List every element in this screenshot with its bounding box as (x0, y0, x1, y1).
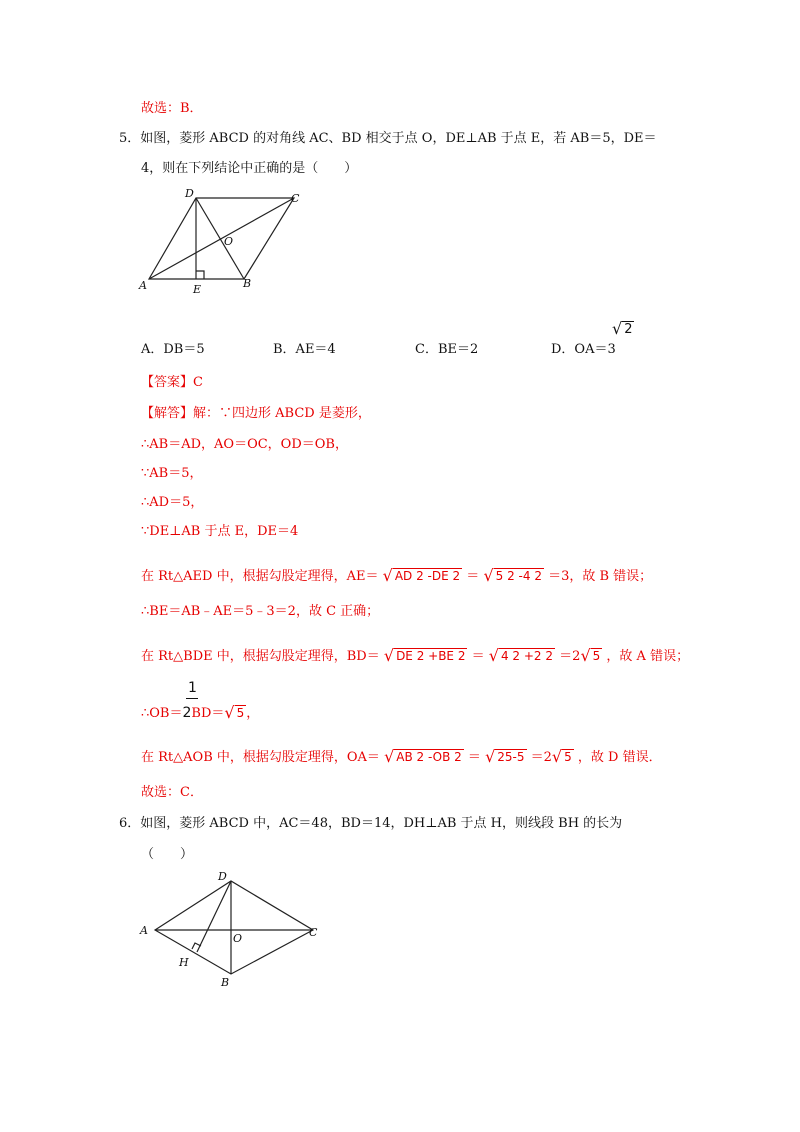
q6-label-h: H (179, 956, 189, 969)
q6-label-b: B (221, 976, 230, 989)
q5-solution-line9: ∴OB＝2BD＝√ 5 ， (141, 703, 260, 722)
q5-label-b: B (243, 277, 252, 290)
q5-option-c: C．BE＝2 (415, 342, 479, 357)
q5-solution-line3: ∵AB＝5， (141, 466, 203, 481)
q5-option-d-sqrt: √ 2 (612, 319, 633, 338)
q6-stem-line2: （ ） (141, 847, 194, 862)
q5-label-c: C (291, 192, 300, 205)
q6-label-c: C (309, 926, 318, 939)
solution-tag: 【解答】 (141, 406, 194, 421)
q6-label-o: O (233, 932, 243, 945)
sqrt-4-2: √ 4 2 +2 2 (488, 646, 554, 665)
q5-stem-line2: 4，则在下列结论中正确的是（ ） (141, 161, 358, 176)
previous-answer: 故选：B． (141, 101, 203, 116)
q5-solution-line8: 在 Rt△BDE 中，根据勾股定理得，BD＝ √ DE 2 +BE 2 ＝ √ 4 2 +2 2 ＝2√ 5 ，故 A 错误； (141, 646, 690, 665)
frac-numerator: 1 (188, 680, 197, 696)
q5-option-d: D．OA＝3 (551, 342, 616, 357)
q5-label-d: D (185, 187, 194, 200)
q5-label-o: O (224, 235, 234, 248)
q5-solution-line1: 【解答】解：∵四边形 ABCD 是菱形， (141, 406, 371, 421)
sqrt-ad-de: √ AD 2 -DE 2 (382, 566, 461, 585)
q5-solution-line7: ∴BE＝AB﹣AE＝5﹣3＝2，故 C 正确； (141, 604, 380, 619)
q6-label-d: D (218, 870, 227, 883)
q5-solution-line2: ∴AB＝AD，AO＝OC，OD＝OB， (141, 437, 348, 452)
sqrt-ab-ob: √ AB 2 -OB 2 (384, 747, 462, 766)
q6-label-a: A (140, 924, 148, 937)
q5-option-a: A．DB＝5 (141, 342, 205, 357)
sqrt-de-be: √ DE 2 +BE 2 (383, 646, 466, 665)
sqrt-5-ob: √ 5 (224, 703, 245, 722)
q5-solution-line10: 在 Rt△AOB 中，根据勾股定理得，OA＝ √ AB 2 -OB 2 ＝ √ 25-5 ＝2√ 5 ，故 D 错误． (141, 747, 662, 766)
q6-stem-line1: 6．如图，菱形 ABCD 中，AC＝48，BD＝14，DH⊥AB 于点 H，则线段 BH 的长为 (119, 816, 623, 831)
q5-solution-line4: ∴AD＝5， (141, 495, 204, 510)
q5-stem-line1: 5．如图，菱形 ABCD 的对角线 AC、BD 相交于点 O，DE⊥AB 于点 E，若 AB＝5，DE＝ (119, 131, 657, 146)
q5-rhombus-figure (135, 185, 315, 300)
frac-denominator: 2 (182, 705, 192, 721)
q5-answer: 【答案】C (141, 375, 203, 390)
sqrt-5-oa: √ 5 (551, 747, 572, 766)
q6-rhombus-figure (135, 866, 335, 991)
frac-bar (186, 698, 198, 699)
q5-final-answer: 故选：C． (141, 785, 203, 800)
q5-solution-line6: 在 Rt△AED 中，根据勾股定理得，AE＝ √ AD 2 -DE 2 ＝ √ 5 2 -4 2 ＝3，故 B 错误； (141, 566, 653, 585)
sqrt-5: √ 5 (580, 646, 601, 665)
q5-solution-line5: ∵DE⊥AB 于点 E，DE＝4 (141, 524, 299, 539)
q5-label-e: E (193, 283, 202, 296)
q5-option-b: B．AE＝4 (273, 342, 336, 357)
sqrt-5-4: √ 5 2 -4 2 (483, 566, 542, 585)
sqrt-25-5: √ 25-5 (485, 747, 525, 766)
q5-label-a: A (139, 279, 147, 292)
